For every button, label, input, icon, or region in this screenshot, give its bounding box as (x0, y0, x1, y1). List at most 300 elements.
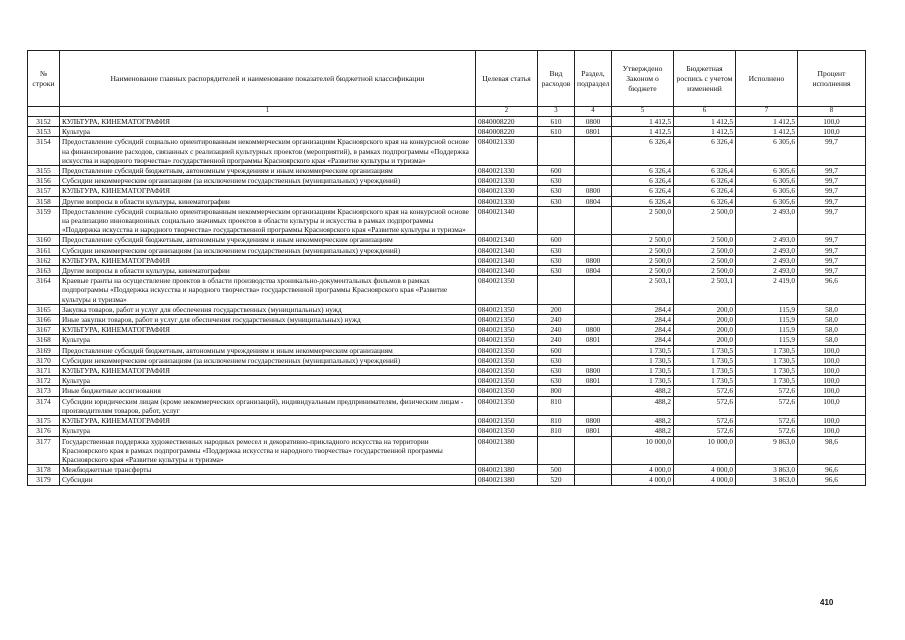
row-approved: 2 500,0 (612, 266, 674, 276)
table-row (28, 127, 866, 137)
row-executed: 6 305,6 (736, 176, 798, 186)
row-section (575, 166, 612, 176)
table-row (28, 117, 866, 127)
row-section (575, 245, 612, 255)
row-expense-type: 520 (538, 475, 575, 485)
row-number: 3162 (28, 255, 60, 265)
header-target-article: Целевая статья (476, 51, 538, 107)
row-target-article: 0840021350 (476, 325, 538, 335)
row-budget-list: 2 500,0 (674, 245, 736, 255)
column-number (28, 107, 60, 117)
row-target-article: 0840021340 (476, 245, 538, 255)
row-approved: 2 503,1 (612, 276, 674, 305)
row-name: Краевые гранты на осуществление проектов в области производства хроникально-документальных фильмов в рамках подпрограммы «Поддержка искусства и народного творчества» государственной программы Красноярского края «Развитие культуры и туризма» (60, 276, 476, 305)
row-number: 3160 (28, 235, 60, 245)
row-executed: 2 419,0 (736, 276, 798, 305)
row-approved: 6 326,4 (612, 176, 674, 186)
row-number: 3167 (28, 325, 60, 335)
row-budget-list: 200,0 (674, 335, 736, 345)
row-name: Культура (60, 426, 476, 436)
row-target-article: 0840021380 (476, 436, 538, 465)
row-executed: 115,9 (736, 335, 798, 345)
row-section (575, 206, 612, 235)
table-row (28, 266, 866, 276)
row-percent: 96,6 (798, 276, 866, 305)
row-budget-list: 1 730,5 (674, 345, 736, 355)
row-budget-list: 6 326,4 (674, 137, 736, 166)
row-target-article: 0840021350 (476, 386, 538, 396)
row-executed: 2 493,0 (736, 266, 798, 276)
row-expense-type: 630 (538, 186, 575, 196)
table-row (28, 436, 866, 465)
row-expense-type: 200 (538, 304, 575, 314)
row-expense-type: 630 (538, 376, 575, 386)
row-approved: 2 500,0 (612, 255, 674, 265)
row-executed: 1 730,5 (736, 355, 798, 365)
row-percent: 58,0 (798, 335, 866, 345)
row-budget-list: 572,6 (674, 426, 736, 436)
table-row (28, 426, 866, 436)
row-section: 0801 (575, 426, 612, 436)
row-approved: 1 730,5 (612, 345, 674, 355)
row-percent: 100,0 (798, 355, 866, 365)
row-target-article: 0840021350 (476, 276, 538, 305)
row-number: 3178 (28, 465, 60, 475)
table-row (28, 396, 866, 415)
row-approved: 284,4 (612, 315, 674, 325)
row-percent: 99,7 (798, 196, 866, 206)
row-executed: 2 493,0 (736, 206, 798, 235)
row-executed: 3 863,0 (736, 465, 798, 475)
table-row (28, 235, 866, 245)
row-budget-list: 1 730,5 (674, 376, 736, 386)
row-percent: 98,6 (798, 436, 866, 465)
row-approved: 1 412,5 (612, 117, 674, 127)
row-section: 0800 (575, 186, 612, 196)
row-number: 3152 (28, 117, 60, 127)
row-approved: 2 500,0 (612, 206, 674, 235)
row-executed: 9 863,0 (736, 436, 798, 465)
row-number: 3173 (28, 386, 60, 396)
row-expense-type: 630 (538, 245, 575, 255)
row-section: 0800 (575, 325, 612, 335)
row-percent: 99,7 (798, 266, 866, 276)
row-name: Иные бюджетные ассигнования (60, 386, 476, 396)
row-number: 3172 (28, 376, 60, 386)
row-percent: 58,0 (798, 304, 866, 314)
row-expense-type: 810 (538, 426, 575, 436)
row-name: Предоставление субсидий социально ориентированным некоммерческим организациям Красноярского края на конкурсной основе на реализацию инновационных социально значимых проектов в области культуры и искусства в рамках подпрограммы «Поддержка искусства и народного творчества» государственной программы Красноярского края «Развитие культуры и туризма» (60, 206, 476, 235)
row-budget-list: 572,6 (674, 416, 736, 426)
row-approved: 284,4 (612, 304, 674, 314)
row-target-article: 0840021330 (476, 196, 538, 206)
row-budget-list: 572,6 (674, 396, 736, 415)
row-percent: 58,0 (798, 315, 866, 325)
row-name: КУЛЬТУРА, КИНЕМАТОГРАФИЯ (60, 117, 476, 127)
row-name: Предоставление субсидий бюджетным, автономным учреждениям и иным некоммерческим организациям (60, 345, 476, 355)
row-percent: 99,7 (798, 245, 866, 255)
row-section: 0801 (575, 376, 612, 386)
table-body (28, 117, 866, 486)
row-expense-type: 630 (538, 255, 575, 265)
row-executed: 572,6 (736, 386, 798, 396)
table-row (28, 255, 866, 265)
row-expense-type: 610 (538, 117, 575, 127)
table-row (28, 345, 866, 355)
header-row-number: № строки (28, 51, 60, 107)
row-section (575, 355, 612, 365)
row-budget-list: 2 500,0 (674, 255, 736, 265)
row-name: Субсидии некоммерческим организациям (за исключением государственных (муниципальных) учреждений) (60, 245, 476, 255)
row-section (575, 304, 612, 314)
row-name: Субсидии (60, 475, 476, 485)
row-percent: 100,0 (798, 386, 866, 396)
row-number: 3154 (28, 137, 60, 166)
row-target-article: 0840021350 (476, 345, 538, 355)
row-number: 3176 (28, 426, 60, 436)
row-name: Культура (60, 127, 476, 137)
row-target-article: 0840008220 (476, 117, 538, 127)
row-target-article: 0840021350 (476, 426, 538, 436)
row-name: Субсидии некоммерческим организациям (за исключением государственных (муниципальных) учреждений) (60, 176, 476, 186)
table-row (28, 315, 866, 325)
row-target-article: 0840021350 (476, 416, 538, 426)
row-expense-type (538, 206, 575, 235)
row-percent: 100,0 (798, 416, 866, 426)
row-budget-list: 2 500,0 (674, 206, 736, 235)
row-number: 3159 (28, 206, 60, 235)
row-executed: 6 305,6 (736, 137, 798, 166)
row-target-article: 0840021340 (476, 206, 538, 235)
row-expense-type: 630 (538, 176, 575, 186)
row-number: 3175 (28, 416, 60, 426)
header-budget-list: Бюджетная роспись с учетом изменений (674, 51, 736, 107)
table-row (28, 335, 866, 345)
row-expense-type (538, 137, 575, 166)
row-name: Предоставление субсидий социально ориентированным некоммерческим организациям Красноярского края на конкурсной основе на финансирование расходов, связанных с реализацией культурных проектов (мероприятий), в рамках подпрограммы «Поддержка искусства и народного творчества» государственной программы Красноярского края «Развитие культуры и туризма» (60, 137, 476, 166)
row-approved: 1 730,5 (612, 355, 674, 365)
row-expense-type: 630 (538, 196, 575, 206)
row-percent: 99,7 (798, 186, 866, 196)
row-number: 3158 (28, 196, 60, 206)
row-expense-type: 810 (538, 396, 575, 415)
row-approved: 6 326,4 (612, 166, 674, 176)
row-section (575, 475, 612, 485)
row-section (575, 176, 612, 186)
row-approved: 488,2 (612, 426, 674, 436)
row-expense-type: 600 (538, 235, 575, 245)
row-percent: 99,7 (798, 176, 866, 186)
column-number: 1 (60, 107, 476, 117)
table-row (28, 325, 866, 335)
row-budget-list: 2 500,0 (674, 235, 736, 245)
row-approved: 6 326,4 (612, 186, 674, 196)
row-expense-type (538, 436, 575, 465)
row-section (575, 386, 612, 396)
row-percent: 100,0 (798, 117, 866, 127)
row-executed: 1 730,5 (736, 376, 798, 386)
row-number: 3170 (28, 355, 60, 365)
row-section (575, 396, 612, 415)
row-approved: 1 730,5 (612, 366, 674, 376)
row-executed: 1 412,5 (736, 127, 798, 137)
row-executed: 115,9 (736, 315, 798, 325)
row-section (575, 315, 612, 325)
row-number: 3157 (28, 186, 60, 196)
budget-table (27, 50, 866, 486)
row-name: Межбюджетные трансферты (60, 465, 476, 475)
column-number: 5 (612, 107, 674, 117)
row-number: 3168 (28, 335, 60, 345)
table-row (28, 416, 866, 426)
column-number: 3 (538, 107, 575, 117)
row-target-article: 0840021340 (476, 255, 538, 265)
row-section: 0804 (575, 266, 612, 276)
row-percent: 99,7 (798, 255, 866, 265)
row-name: Субсидии юридическим лицам (кроме некоммерческих организаций), индивидуальным предпринимателям, физическим лицам - производителям товаров, работ, услуг (60, 396, 476, 415)
row-number: 3169 (28, 345, 60, 355)
row-executed: 6 305,6 (736, 196, 798, 206)
row-approved: 1 412,5 (612, 127, 674, 137)
row-target-article: 0840021330 (476, 186, 538, 196)
table-row (28, 196, 866, 206)
row-budget-list: 1 412,5 (674, 127, 736, 137)
row-executed: 6 305,6 (736, 186, 798, 196)
row-executed: 115,9 (736, 304, 798, 314)
column-number: 2 (476, 107, 538, 117)
row-approved: 4 000,0 (612, 465, 674, 475)
row-section (575, 276, 612, 305)
row-executed: 1 412,5 (736, 117, 798, 127)
row-approved: 1 730,5 (612, 376, 674, 386)
row-expense-type: 600 (538, 345, 575, 355)
row-number: 3179 (28, 475, 60, 485)
row-name: КУЛЬТУРА, КИНЕМАТОГРАФИЯ (60, 416, 476, 426)
row-approved: 2 500,0 (612, 235, 674, 245)
row-percent: 99,7 (798, 235, 866, 245)
row-executed: 1 730,5 (736, 366, 798, 376)
row-number: 3161 (28, 245, 60, 255)
row-number: 3153 (28, 127, 60, 137)
row-percent: 96,6 (798, 475, 866, 485)
row-budget-list: 200,0 (674, 315, 736, 325)
row-number: 3174 (28, 396, 60, 415)
row-number: 3166 (28, 315, 60, 325)
row-number: 3177 (28, 436, 60, 465)
row-section: 0800 (575, 255, 612, 265)
row-section (575, 235, 612, 245)
row-name: КУЛЬТУРА, КИНЕМАТОГРАФИЯ (60, 255, 476, 265)
row-percent: 99,7 (798, 206, 866, 235)
row-budget-list: 572,6 (674, 386, 736, 396)
row-approved: 6 326,4 (612, 137, 674, 166)
row-budget-list: 4 000,0 (674, 465, 736, 475)
column-number: 6 (674, 107, 736, 117)
row-section (575, 436, 612, 465)
row-target-article: 0840021350 (476, 376, 538, 386)
row-approved: 488,2 (612, 416, 674, 426)
row-name: Культура (60, 335, 476, 345)
column-number: 8 (798, 107, 866, 117)
row-executed: 1 730,5 (736, 345, 798, 355)
row-budget-list: 200,0 (674, 304, 736, 314)
table-row (28, 465, 866, 475)
row-target-article: 0840021330 (476, 137, 538, 166)
header-executed: Исполнено (736, 51, 798, 107)
row-budget-list: 1 412,5 (674, 117, 736, 127)
table-row (28, 206, 866, 235)
row-expense-type (538, 276, 575, 305)
row-section: 0800 (575, 416, 612, 426)
row-name: Государственная поддержка художественных народных ремесел и декоративно-прикладного искусства на территории Красноярского края в рамках подпрограммы «Поддержка искусства и народного творчества» государственной программы Красноярского края «Развитие культуры и туризма» (60, 436, 476, 465)
row-executed: 115,9 (736, 325, 798, 335)
row-budget-list: 6 326,4 (674, 196, 736, 206)
header-name: Наименование главных распорядителей и наименование показателей бюджетной классификации (60, 51, 476, 107)
row-section: 0804 (575, 196, 612, 206)
table-row (28, 475, 866, 485)
row-target-article: 0840021350 (476, 396, 538, 415)
row-approved: 6 326,4 (612, 196, 674, 206)
table-row (28, 137, 866, 166)
row-section: 0800 (575, 366, 612, 376)
row-expense-type: 630 (538, 366, 575, 376)
row-expense-type: 240 (538, 325, 575, 335)
row-budget-list: 2 500,0 (674, 266, 736, 276)
row-target-article: 0840021330 (476, 176, 538, 186)
row-percent: 100,0 (798, 396, 866, 415)
row-executed: 572,6 (736, 416, 798, 426)
row-target-article: 0840021340 (476, 266, 538, 276)
row-target-article: 0840021350 (476, 355, 538, 365)
row-target-article: 0840021330 (476, 166, 538, 176)
row-percent: 96,6 (798, 465, 866, 475)
row-expense-type: 240 (538, 335, 575, 345)
row-section: 0800 (575, 117, 612, 127)
column-number-row (28, 107, 866, 117)
row-expense-type: 810 (538, 416, 575, 426)
header-approved: Утверждено Законом о бюджете (612, 51, 674, 107)
header-section: Раздел, подраздел (575, 51, 612, 107)
row-expense-type: 630 (538, 266, 575, 276)
row-percent: 99,7 (798, 166, 866, 176)
row-target-article: 0840008220 (476, 127, 538, 137)
row-budget-list: 6 326,4 (674, 176, 736, 186)
row-expense-type: 500 (538, 465, 575, 475)
row-section: 0801 (575, 127, 612, 137)
row-expense-type: 610 (538, 127, 575, 137)
row-approved: 284,4 (612, 335, 674, 345)
row-approved: 488,2 (612, 386, 674, 396)
table-row (28, 376, 866, 386)
row-percent: 99,7 (798, 137, 866, 166)
row-executed: 3 863,0 (736, 475, 798, 485)
row-target-article: 0840021350 (476, 304, 538, 314)
row-name: Субсидии некоммерческим организациям (за исключением государственных (муниципальных) учреждений) (60, 355, 476, 365)
row-expense-type: 630 (538, 355, 575, 365)
row-number: 3155 (28, 166, 60, 176)
row-name: Другие вопросы в области культуры, кинематографии (60, 196, 476, 206)
column-number: 4 (575, 107, 612, 117)
row-executed: 572,6 (736, 396, 798, 415)
row-percent: 100,0 (798, 426, 866, 436)
row-budget-list: 1 730,5 (674, 366, 736, 376)
row-approved: 10 000,0 (612, 436, 674, 465)
row-approved: 284,4 (612, 325, 674, 335)
row-section: 0801 (575, 335, 612, 345)
table-row (28, 355, 866, 365)
table-row (28, 176, 866, 186)
row-expense-type: 600 (538, 166, 575, 176)
row-section (575, 137, 612, 166)
row-percent: 100,0 (798, 127, 866, 137)
row-budget-list: 200,0 (674, 325, 736, 335)
row-approved: 488,2 (612, 396, 674, 415)
row-expense-type: 800 (538, 386, 575, 396)
row-name: Предоставление субсидий бюджетным, автономным учреждениям и иным некоммерческим организациям (60, 235, 476, 245)
page-number: 410 (820, 598, 834, 607)
row-target-article: 0840021380 (476, 475, 538, 485)
row-name: КУЛЬТУРА, КИНЕМАТОГРАФИЯ (60, 325, 476, 335)
table-row (28, 245, 866, 255)
row-budget-list: 6 326,4 (674, 166, 736, 176)
row-name: КУЛЬТУРА, КИНЕМАТОГРАФИЯ (60, 366, 476, 376)
row-number: 3164 (28, 276, 60, 305)
row-executed: 572,6 (736, 426, 798, 436)
table-row (28, 366, 866, 376)
row-executed: 2 493,0 (736, 255, 798, 265)
row-target-article: 0840021380 (476, 465, 538, 475)
row-percent: 100,0 (798, 345, 866, 355)
row-name: Культура (60, 376, 476, 386)
row-approved: 4 000,0 (612, 475, 674, 485)
row-percent: 58,0 (798, 325, 866, 335)
row-budget-list: 1 730,5 (674, 355, 736, 365)
row-name: КУЛЬТУРА, КИНЕМАТОГРАФИЯ (60, 186, 476, 196)
table-row (28, 186, 866, 196)
table-row (28, 166, 866, 176)
header-row (28, 51, 866, 107)
row-name: Предоставление субсидий бюджетным, автономным учреждениям и иным некоммерческим организациям (60, 166, 476, 176)
row-name: Иные закупки товаров, работ и услуг для обеспечения государственных (муниципальных) нужд (60, 315, 476, 325)
row-expense-type: 240 (538, 315, 575, 325)
row-budget-list: 10 000,0 (674, 436, 736, 465)
row-target-article: 0840021350 (476, 315, 538, 325)
row-name: Другие вопросы в области культуры, кинематографии (60, 266, 476, 276)
row-budget-list: 4 000,0 (674, 475, 736, 485)
table-row (28, 304, 866, 314)
row-number: 3156 (28, 176, 60, 186)
budget-document (27, 50, 865, 486)
row-target-article: 0840021350 (476, 366, 538, 376)
row-number: 3163 (28, 266, 60, 276)
row-executed: 6 305,6 (736, 166, 798, 176)
row-percent: 100,0 (798, 376, 866, 386)
row-number: 3165 (28, 304, 60, 314)
row-section (575, 465, 612, 475)
row-section (575, 345, 612, 355)
row-approved: 2 500,0 (612, 245, 674, 255)
column-number: 7 (736, 107, 798, 117)
row-executed: 2 493,0 (736, 235, 798, 245)
header-percent: Процент исполнения (798, 51, 866, 107)
row-percent: 100,0 (798, 366, 866, 376)
row-executed: 2 493,0 (736, 245, 798, 255)
row-number: 3171 (28, 366, 60, 376)
row-target-article: 0840021340 (476, 235, 538, 245)
table-row (28, 386, 866, 396)
row-name: Закупка товаров, работ и услуг для обеспечения государственных (муниципальных) нужд (60, 304, 476, 314)
row-budget-list: 2 503,1 (674, 276, 736, 305)
